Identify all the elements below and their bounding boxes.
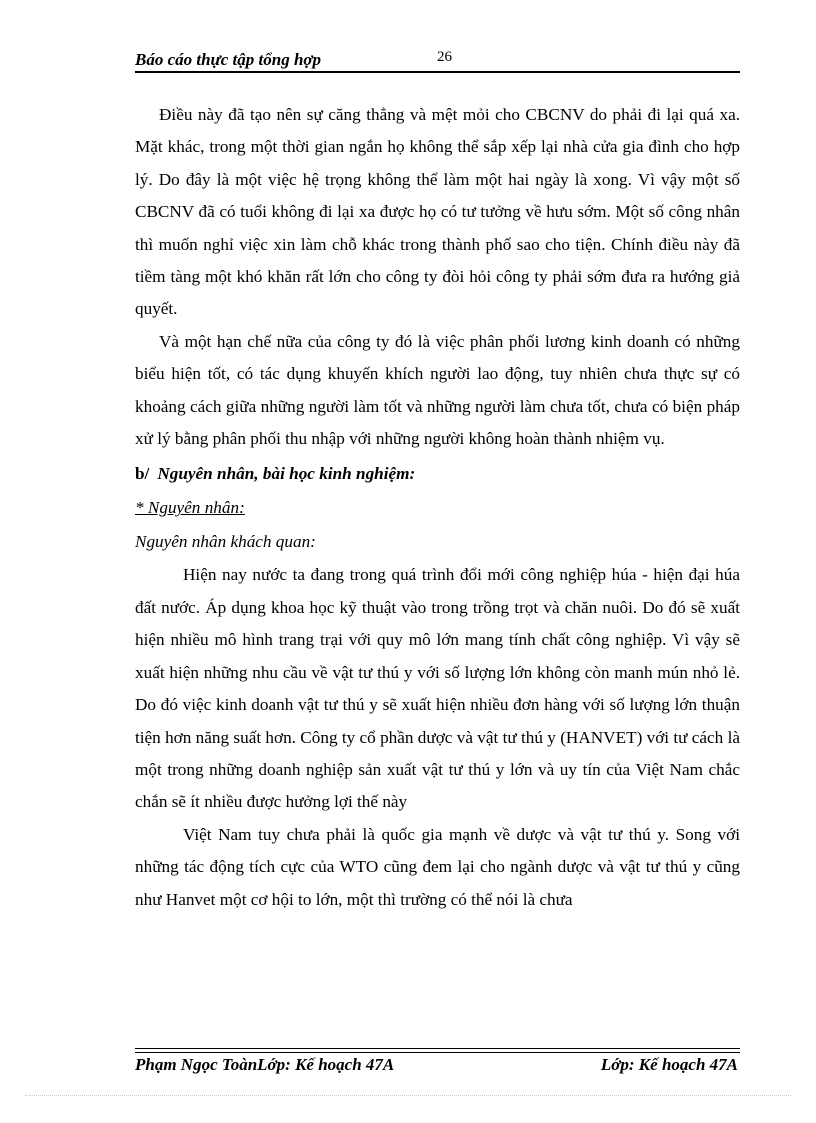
paragraph: Và một hạn chế nữa của công ty đó là việc phân phối lương kinh doanh có những biểu hiện tốt, có tác dụng khuyến khích người lao động, tuy nhiên chưa thực sự có khoảng cách giữa những người làm tốt và những người làm chưa tốt, chưa có biện pháp xử lý bằng phân phối thu nhập với những người không hoàn thành nhiệm vụ. xyxy=(135,331,740,449)
page-number: 26 xyxy=(437,49,452,65)
section-title: Nguyên nhân, bài học kinh nghiệm: xyxy=(157,464,416,484)
header-title: Báo cáo thực tập tổng hợp xyxy=(135,50,322,69)
footer-rule xyxy=(135,1052,740,1053)
page-header xyxy=(135,46,740,74)
section-heading xyxy=(135,457,740,491)
header-rule xyxy=(135,71,740,73)
page-footer xyxy=(135,1055,740,1079)
section-letter: b/ xyxy=(135,464,150,484)
paragraph: Hiện nay nước ta đang trong quá trình đổi mới công nghiệp húa - hiện đại húa đất nước. Áp dụng khoa học kỹ thuật vào trong trồng trọt và chăn nuôi. Do đó sẽ xuất hiện nhiều mô hình trang trại với quy mô lớn mang tính chất công nghiệp. Vì vậy sẽ xuất hiện những nhu cầu về vật tư thú y với số lượng lớn không còn manh mún nhỏ lẻ. Do đó việc kinh doanh vật tư thú y sẽ xuất hiện nhiều đơn hàng với số lượng lớn thuận tiện hơn năng suất hơn. Công ty cổ phần dược và vật tư thú y (HANVET) với tư cách là một trong những doanh nghiệp sản xuất vật tư thú y lớn và uy tín của Việt Nam chắc chắn sẽ ít nhiều được hưởng lợi thế này xyxy=(135,565,740,812)
subheading-cause: * Nguyên nhân: xyxy=(135,498,245,518)
paragraph: Điều này đã tạo nên sự căng thẳng và mệt mỏi cho CBCNV do phải đi lại quá xa. Mặt khác, trong một thời gian ngắn họ không thể sắp xếp lại nhà cửa gia đình cho hợp lý. Do đây là một việc hệ trọng không thể làm một hai ngày là xong. Vì vậy một số CBCNV đã có tuổi không đi lại xa được họ có tư tưởng về hưu sớm. Một số công nhân thì muốn nghỉ việc xin làm chỗ khác trong thành phố sao cho tiện. Chính điều này đã tiềm tàng một khó khăn rất lớn cho công ty đòi hỏi công ty phải sớm đưa ra hướng giả quyết. xyxy=(135,105,740,319)
paragraph: Việt Nam tuy chưa phải là quốc gia mạnh về dược và vật tư thú y. Song với những tác động tích cực của WTO cũng đem lại cho ngành dược và vật tư thú y cũng như Hanvet một cơ hội to lớn, một thì trường có thể nói là chưa xyxy=(135,824,740,909)
subheading-objective: Nguyên nhân khách quan: xyxy=(135,532,316,552)
footer-class: Lớp: Kế hoạch 47A xyxy=(600,1055,738,1074)
footer-author: Phạm Ngọc ToànLớp: Kế hoạch 47A xyxy=(135,1055,395,1074)
document-body xyxy=(135,99,740,916)
page-edge-divider xyxy=(25,1095,791,1096)
footer-rule xyxy=(135,1048,740,1049)
